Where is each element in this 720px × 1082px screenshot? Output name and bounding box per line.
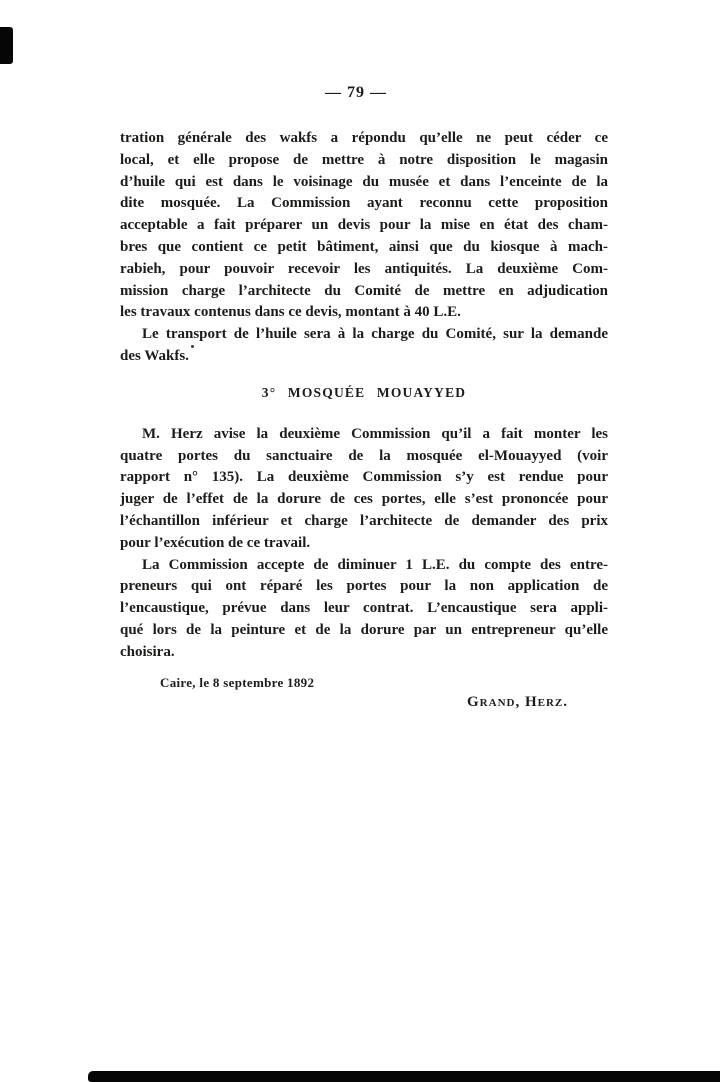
text-line: l’encaustique, prévue dans leur contrat. L’encaustique sera appli- — [120, 600, 608, 617]
signature: Grand, Herz. — [467, 693, 568, 710]
text-line: qué lors de la peinture et de la dorure par un entrepreneur qu’elle — [120, 621, 608, 638]
text-line: les travaux contenus dans ce devis, montant à 40 L.E. — [120, 304, 461, 321]
scan-artifact-ink-speck — [191, 345, 194, 348]
text-line: acceptable a fait préparer un devis pour la mise en état des cham- — [120, 217, 608, 234]
text-line: dite mosquée. La Commission ayant reconnu cette proposition — [120, 195, 608, 212]
text-line: des Wakfs. — [120, 347, 189, 364]
scan-artifact-left-bar — [0, 27, 13, 64]
text-line: Le transport de l’huile sera à la charge du Comité, sur la demande — [142, 326, 608, 343]
text-line: choisira. — [120, 643, 175, 660]
text-line: mission charge l’architecte du Comité de mettre en adjudication — [120, 282, 608, 299]
scan-artifact-bottom-bar — [88, 1071, 720, 1082]
text-line: rabieh, pour pouvoir recevoir les antiquités. La deuxième Com- — [120, 260, 608, 277]
paragraph-herz-portes — [120, 424, 608, 555]
dateline: Caire, le 8 septembre 1892 — [160, 674, 315, 690]
section-heading-mosquee-mouayyed: 3° MOSQUÉE MOUAYYED — [261, 384, 467, 400]
text-line: d’huile qui est dans le voisinage du musée et dans l’enceinte de la — [120, 173, 608, 190]
text-line: l’échantillon inférieur et charge l’architecte de demander des prix — [120, 512, 608, 529]
text-line: pour l’exécution de ce travail. — [120, 534, 311, 551]
text-line: tration générale des wakfs a répondu qu’elle ne peut céder ce — [120, 130, 608, 146]
text-line: juger de l’effet de la dorure de ces portes, elle s’est prononcée pour — [120, 491, 608, 508]
page-number: — 79 — — [325, 84, 387, 101]
text-line: La Commission accepte de diminuer 1 L.E. du compte des entre- — [142, 556, 608, 573]
text-column — [120, 128, 608, 711]
paragraph-encaustique — [120, 555, 608, 664]
text-line: M. Herz avise la deuxième Commission qu’il a fait monter les — [142, 425, 608, 442]
text-line: rapport n° 135). La deuxième Commission s’y est rendue pour — [120, 469, 608, 486]
paragraph-wakfs-continuation — [120, 128, 608, 324]
text-line: local, et elle propose de mettre à notre disposition le magasin — [120, 151, 608, 168]
text-line: quatre portes du sanctuaire de la mosquée el-Mouayyed (voir — [120, 447, 608, 464]
text-line: bres que contient ce petit bâtiment, ainsi que du kiosque à mach- — [120, 238, 608, 255]
text-line: preneurs qui ont réparé les portes pour la non application de — [120, 578, 608, 595]
